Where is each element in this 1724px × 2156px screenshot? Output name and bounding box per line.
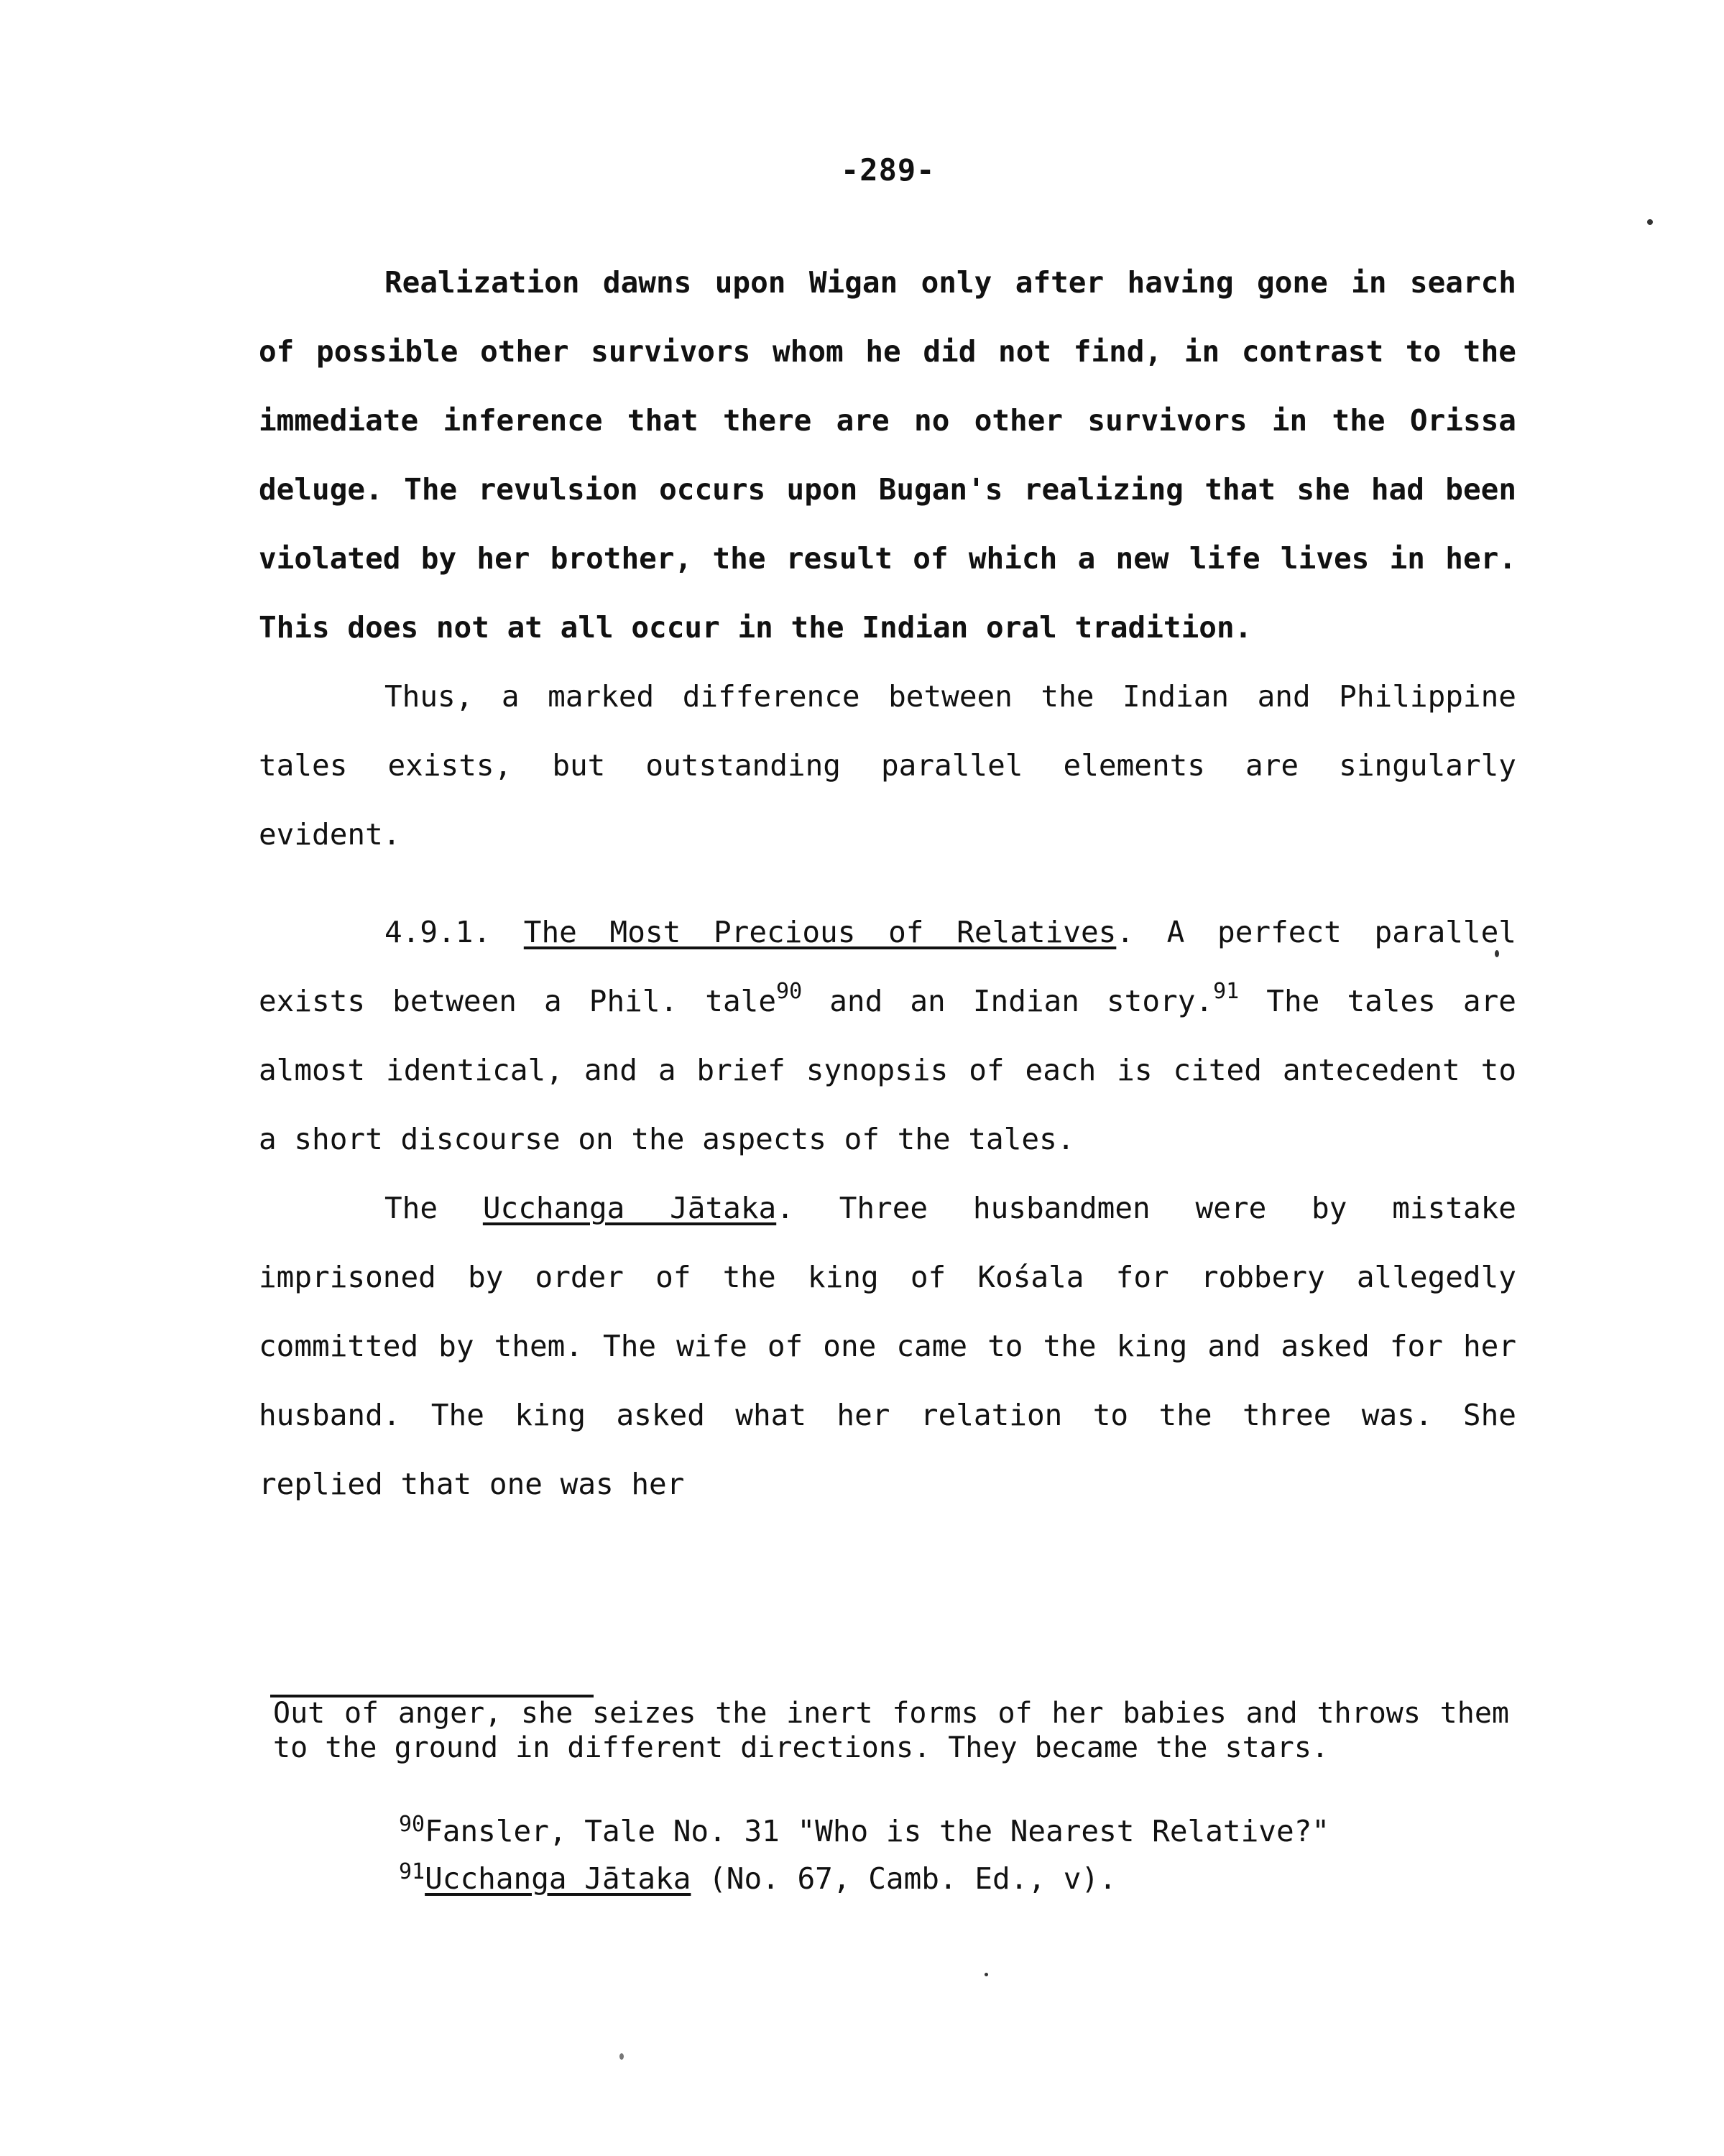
paragraph-3-text-a: . A perfect parallel exists between a Phil. tale: [259, 915, 1516, 1018]
paragraph-4: [259, 1174, 1516, 1519]
scan-speck: [1495, 950, 1499, 957]
footnote-ref-90: 90: [776, 979, 803, 1004]
section-number: 4.9.1.: [384, 915, 492, 949]
paragraph-2: Thus, a marked difference between the Indian and Philippine tales exists, but outstanding parallel elements are singularly evident.: [259, 679, 1516, 852]
footnote-91-title: Ucchanga Jātaka: [425, 1861, 691, 1896]
body-text: [259, 248, 1516, 1519]
paragraph-3-text-c: The tales are almost identical, and a brief synopsis of each is cited antecedent to a short discourse on the aspects of the tales.: [259, 984, 1516, 1156]
footnote-91-number: 91: [399, 1859, 425, 1884]
page-number: -289-: [841, 152, 936, 188]
footnote-91: [399, 1855, 1329, 1902]
footnotes: [399, 1807, 1329, 1902]
paragraph-1: Realization dawns upon Wigan only after having gone in search of possible other survivors whom he did not find, in contrast to the immediate inference that there are no other survivors in the Orissa deluge. The revulsion occurs upon Bugan's realizing that she had been violated by her brother, the result of which a new life lives in her. This does not at all occur in the Indian oral tradition.: [259, 265, 1516, 645]
footnote-91-text: (No. 67, Camb. Ed., v).: [691, 1861, 1117, 1896]
scan-speck: [1647, 219, 1653, 225]
footnote-90-text: Fansler, Tale No. 31 "Who is the Nearest Relative?": [425, 1814, 1330, 1848]
footnote-90-number: 90: [399, 1812, 425, 1837]
paragraph-4-text: . Three husbandmen were by mistake imprisoned by order of the king of Kośala for robbery allegedly committed by them. The wife of one came to the king and asked for her husband. The king asked what her relation to the three was. She replied that one was her: [259, 1191, 1516, 1501]
paragraph-3: [259, 898, 1516, 1174]
scan-speck: [619, 2053, 624, 2060]
footnote-ref-91: 91: [1213, 979, 1240, 1004]
footnote-90: [399, 1807, 1329, 1855]
scan-speck: [985, 1973, 988, 1976]
jataka-title: Ucchanga Jātaka: [482, 1191, 777, 1225]
footnote-continuation: Out of anger, she seizes the inert forms of her babies and throws them to the ground in different directions. They became the stars.: [273, 1697, 1509, 1764]
paragraph-3-text-b: and an Indian story.: [802, 984, 1214, 1018]
paragraph-4-lead: The: [384, 1191, 483, 1225]
section-heading: The Most Precious of Relatives: [523, 915, 1117, 949]
